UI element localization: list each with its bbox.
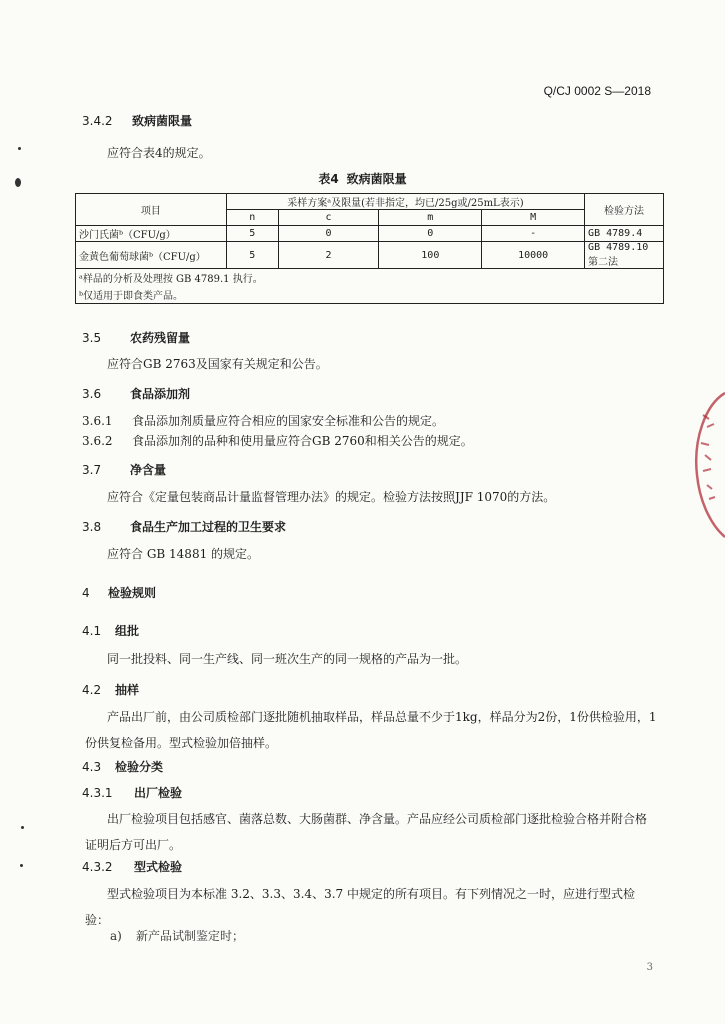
heading-3-4-2 [82, 112, 192, 129]
paragraph-3-8: 应符合 GB 14881 的规定。 [107, 547, 260, 561]
section-title: 出厂检验 [134, 786, 183, 800]
paragraph-3-5: 应符合GB 2763及国家有关规定和公告。 [107, 357, 328, 371]
cell-m: 100 [379, 242, 482, 269]
cell-c: 0 [278, 226, 379, 242]
heading-4-3 [82, 758, 163, 775]
clause-3-6-1 [82, 412, 444, 429]
cell-item: 金黄色葡萄球菌ᵇ（CFU/g） [76, 242, 227, 269]
scan-speck [20, 864, 23, 867]
header-sampling-plan: 采样方案ᵃ及限量(若非指定，均已/25g或/25mL表示) [226, 194, 584, 210]
heading-4-3-1 [82, 784, 182, 801]
paragraph-4-3-1 [85, 806, 657, 858]
section-number: 4.3 [82, 760, 102, 774]
section-number: 4.3.2 [82, 860, 113, 874]
table-row [76, 226, 664, 242]
subheader-c: c [278, 210, 379, 226]
section-number: 4.1 [82, 624, 102, 638]
section-number: 3.5 [82, 331, 102, 345]
cell-m: 0 [379, 226, 482, 242]
heading-4-1 [82, 622, 139, 639]
paragraph-3-4-2: 应符合表4的规定。 [107, 146, 211, 160]
subheader-M: M [482, 210, 585, 226]
cell-item: 沙门氏菌ᵇ（CFU/g） [76, 226, 227, 242]
standard-code: Q/CJ 0002 S—2018 [543, 84, 651, 98]
paragraph-4-2 [85, 704, 657, 756]
section-title: 抽样 [115, 683, 140, 697]
cell-method: GB 4789.4 [585, 226, 664, 242]
clause-3-6-2 [82, 432, 473, 449]
paragraph-4-3-2 [85, 881, 657, 933]
section-number: 3.7 [82, 463, 102, 477]
cell-c: 2 [278, 242, 379, 269]
heading-3-7 [82, 461, 166, 478]
table-title: 致病菌限量 [346, 172, 407, 186]
section-title: 型式检验 [134, 860, 183, 874]
section-title: 食品生产加工过程的卫生要求 [130, 520, 287, 534]
table-caption [0, 170, 725, 187]
header-item: 项目 [76, 194, 227, 226]
paragraph-text: 出厂检验项目包括感官、菌落总数、大肠菌群、净含量。产品应经公司质检部门逐批检验合格并附合格证明后方可出厂。 [85, 812, 648, 852]
clause-text: 食品添加剂的品种和使用量应符合GB 2760和相关公告的规定。 [132, 434, 473, 448]
list-marker: a) [110, 929, 122, 943]
table-note-b: ᵇ仅适用于即食类产品。 [76, 286, 664, 304]
header-test-method: 检验方法 [585, 194, 664, 226]
section-title: 检验规则 [108, 586, 157, 600]
table-number: 表4 [318, 172, 339, 186]
heading-4-3-2 [82, 858, 182, 875]
section-title: 组批 [115, 624, 140, 638]
cell-M: - [482, 226, 585, 242]
table-row [76, 242, 664, 269]
section-number: 4.3.1 [82, 786, 113, 800]
pathogen-limits-table [75, 193, 664, 304]
cell-M: 10000 [482, 242, 585, 269]
subheader-m: m [379, 210, 482, 226]
section-title: 致病菌限量 [132, 114, 193, 128]
heading-3-6 [82, 385, 190, 402]
cell-n: 5 [226, 226, 278, 242]
heading-4-2 [82, 681, 139, 698]
scan-speck [21, 826, 24, 829]
paragraph-text: 型式检验项目为本标准 3.2、3.3、3.4、3.7 中规定的所有项目。有下列情况之一时，应进行型式检验： [85, 887, 635, 927]
scan-speck [15, 178, 21, 187]
list-text: 新产品试制鉴定时； [136, 929, 245, 943]
heading-3-5 [82, 329, 190, 346]
section-title: 食品添加剂 [130, 387, 191, 401]
section-title: 农药残留量 [130, 331, 191, 345]
section-number: 3.8 [82, 520, 102, 534]
cell-method: GB 4789.10 第二法 [585, 242, 664, 269]
clause-number: 3.6.1 [82, 414, 113, 428]
section-number: 3.4.2 [82, 114, 113, 128]
clause-number: 3.6.2 [82, 434, 113, 448]
clause-text: 食品添加剂质量应符合相应的国家安全标准和公告的规定。 [132, 414, 445, 428]
paragraph-3-7: 应符合《定量包装商品计量监督管理办法》的规定。检验方法按照JJF 1070的方法。 [107, 490, 556, 504]
table-note-a: ᵃ样品的分析及处理按 GB 4789.1 执行。 [76, 269, 664, 287]
paragraph-4-1: 同一批投料、同一生产线、同一班次生产的同一规格的产品为一批。 [107, 652, 468, 666]
paragraph-text: 产品出厂前，由公司质检部门逐批随机抽取样品，样品总量不少于1kg，样品分为2份，1份供检验用，1份供复检备用。型式检验加倍抽样。 [85, 710, 657, 750]
page-number: 3 [646, 962, 653, 973]
subheader-n: n [226, 210, 278, 226]
cell-n: 5 [226, 242, 278, 269]
list-item-a [110, 927, 244, 944]
section-number: 4.2 [82, 683, 102, 697]
official-seal-fragment [685, 385, 725, 545]
section-title: 净含量 [130, 463, 167, 477]
section-number: 4 [82, 586, 90, 600]
section-title: 检验分类 [115, 760, 164, 774]
heading-4 [82, 584, 156, 601]
section-number: 3.6 [82, 387, 102, 401]
scan-speck [18, 147, 21, 150]
heading-3-8 [82, 518, 286, 535]
